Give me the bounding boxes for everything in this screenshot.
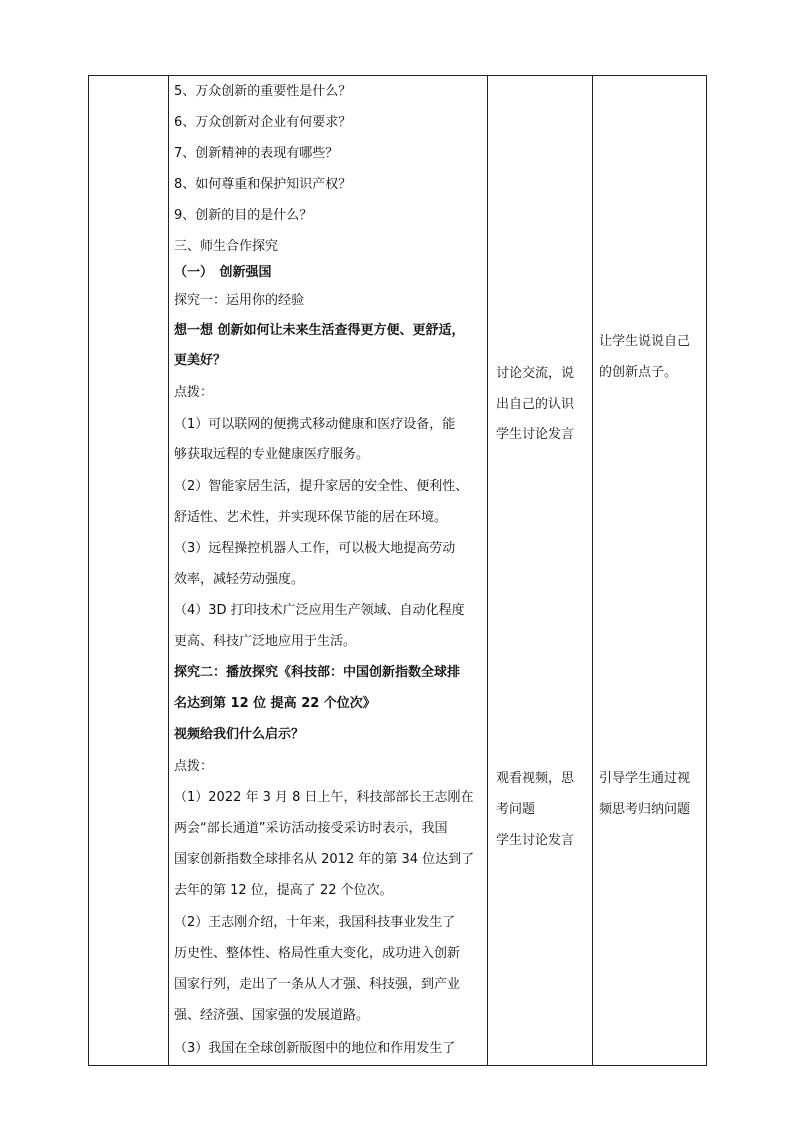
column-divider-1 [168, 76, 169, 1065]
point-1-cont-b: 国家创新指数全球排名从 2012 年的第 34 位达到了 [174, 852, 475, 867]
hint-label-2: 点拨： [174, 759, 214, 774]
intent-2-line-2: 频思考归纳问题 [599, 802, 691, 817]
section-heading: 三、师生合作探究 [174, 239, 279, 254]
activity-1-line-2: 出自己的认识 [496, 397, 575, 412]
hint-2-cont: 舒适性、艺术性，并实现环保节能的居在环境。 [174, 510, 448, 525]
activity-2-line-1: 观看视频，思 [496, 771, 575, 786]
question-5: 5、万众创新的重要性是什么？ [174, 84, 352, 99]
point-2-cont-b: 国家行列，走出了一条从人才强、科技强，到产业 [174, 977, 461, 992]
question-8: 8、如何尊重和保护知识产权？ [174, 177, 352, 192]
think-prompt: 想一想 创新如何让未来生活查得更方便、更舒适， [174, 323, 465, 338]
hint-2: （2）智能家居生活，提升家居的安全性、便利性、 [174, 479, 469, 494]
think-prompt-cont: 更美好？ [174, 353, 227, 368]
inquiry-two-title: 探究二：播放探究《科技部：中国创新指数全球排 [174, 665, 461, 680]
point-1-cont-c: 去年的第 12 位，提高了 22 个位次。 [174, 883, 393, 898]
activity-2-line-2: 考问题 [496, 802, 536, 817]
intent-1-line-2: 的创新点子。 [599, 365, 678, 380]
activity-1-line-1: 讨论交流，说 [496, 366, 575, 381]
question-6: 6、万众创新对企业有何要求？ [174, 115, 352, 130]
point-2-cont-a: 历史性、整体性、格局性重大变化，成功进入创新 [174, 946, 461, 961]
intent-1-line-1: 让学生说说自己 [599, 334, 691, 349]
hint-1-cont: 够获取远程的专业健康医疗服务。 [174, 447, 370, 462]
inquiry-two-title-cont: 名达到第 12 位 提高 22 个位次》 [174, 696, 376, 711]
hint-4-cont: 更高、科技广泛地应用于生活。 [174, 634, 357, 649]
video-question: 视频给我们什么启示？ [174, 727, 305, 742]
inquiry-one-title: 探究一：运用你的经验 [174, 293, 305, 308]
hint-4: （4）3D 打印技术广泛应用生产领域、自动化程度 [174, 603, 465, 618]
intent-2-line-1: 引导学生通过视 [599, 771, 691, 786]
activity-1-line-3: 学生讨论发言 [496, 427, 575, 442]
question-9: 9、创新的目的是什么？ [174, 208, 313, 223]
subsection-heading: （一） 创新强国 [174, 265, 272, 280]
hint-1: （1）可以联网的便携式移动健康和医疗设备，能 [174, 417, 456, 432]
point-1: （1）2022 年 3 月 8 日上午，科技部部长王志刚在 [174, 790, 474, 805]
question-7: 7、创新精神的表现有哪些？ [174, 146, 339, 161]
point-2: （2）王志刚介绍，十年来，我国科技事业发生了 [174, 915, 456, 930]
column-divider-3 [592, 76, 593, 1065]
point-3: （3）我国在全球创新版图中的地位和作用发生了 [174, 1041, 456, 1056]
column-divider-2 [487, 76, 488, 1065]
point-1-cont-a: 两会“部长通道”采访活动接受采访时表示，我国 [174, 821, 448, 836]
hint-3-cont: 效率，减轻劳动强度。 [174, 572, 305, 587]
point-2-cont-c: 强、经济强、国家强的发展道路。 [174, 1008, 370, 1023]
hint-label: 点拨： [174, 385, 214, 400]
activity-2-line-3: 学生讨论发言 [496, 833, 575, 848]
hint-3: （3）远程操控机器人工作，可以极大地提高劳动 [174, 541, 456, 556]
